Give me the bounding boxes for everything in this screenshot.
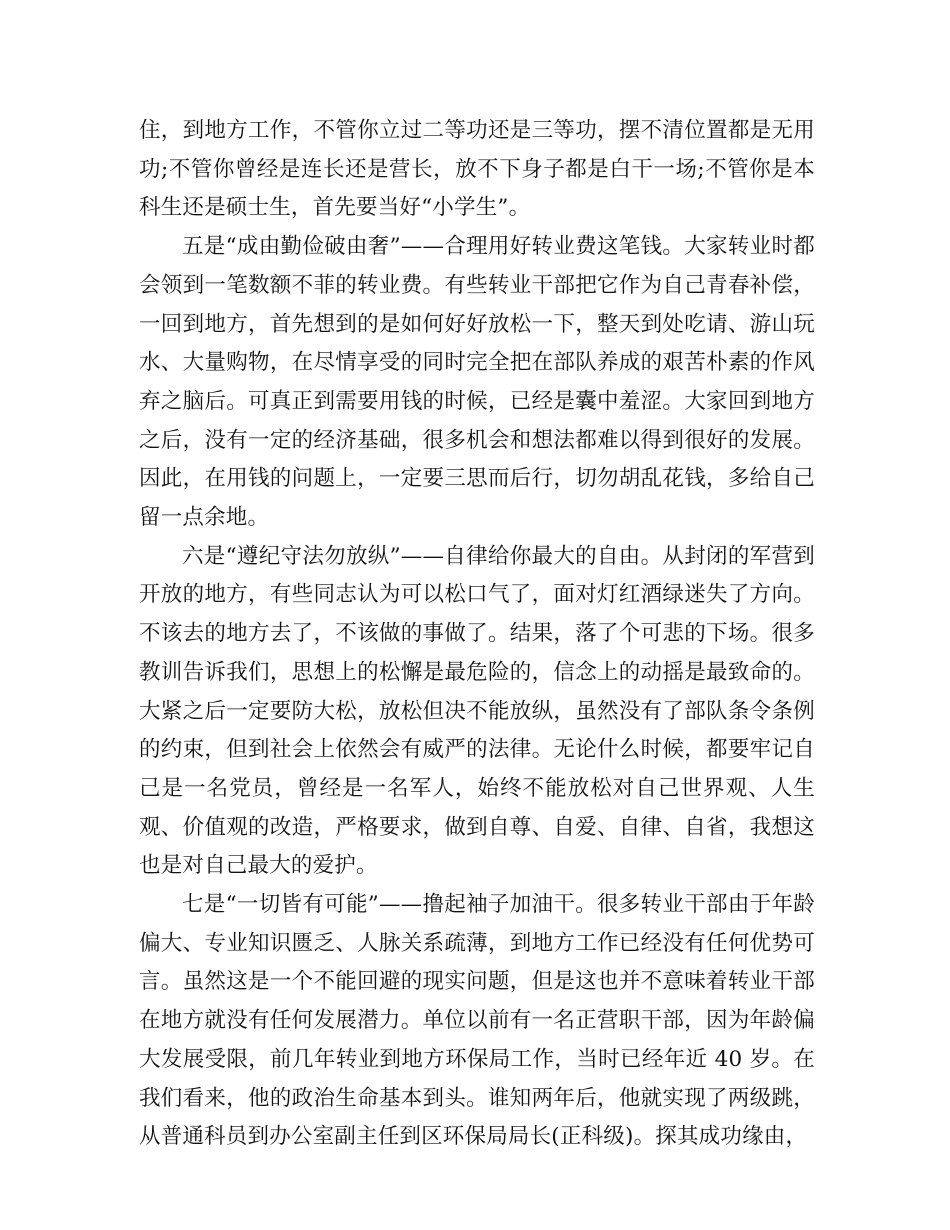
paragraph-seven: 七是“一切皆有可能”——撸起袖子加油干。很多转业干部由于年龄偏大、专业知识匮乏、人脉关系疏薄，到地方工作已经没有任何优势可言。虽然这是一个不能回避的现实问题，但是这也并不意味着转业干部在地方就没有任何发展潜力。单位以前有一名正营职干部，因为年龄偏大发展受限，前几年转业到地方环保局工作，当时已经年近 40 岁。在我们看来，他的政治生命基本到头。谁知两年后，他就实现了两级跳，从普通科员到办公室副主任到区环保局局长(正科级)。探其成功缘由， (139, 892, 815, 1150)
paragraph-six: 六是“遵纪守法勿放纵”——自律给你最大的自由。从封闭的军营到开放的地方，有些同志认为可以松口气了，面对灯红酒绿迷失了方向。不该去的地方去了，不该做的事做了。结果，落了个可悲的下场。很多教训告诉我们，思想上的松懈是最危险的，信念上的动摇是最致命的。大紧之后一定要防大松，放松但决不能放纵，虽然没有了部队条令条例的约束，但到社会上依然会有威严的法律。无论什么时候，都要牢记自己是一名党员，曾经是一名军人，始终不能放松对自己世界观、人生观、价值观的改造，严格要求，做到自尊、自爱、自律、自省，我想这也是对自己最大的爱护。 (139, 543, 815, 879)
document-body (139, 112, 815, 1157)
paragraph-five: 五是“成由勤俭破由奢”——合理用好转业费这笔钱。大家转业时都会领到一笔数额不菲的转业费。有些转业干部把它作为自己青春补偿，一回到地方，首先想到的是如何好好放松一下，整天到处吃请、游山玩水、大量购物，在尽情享受的同时完全把在部队养成的艰苦朴素的作风弃之脑后。可真正到需要用钱的时候，已经是囊中羞涩。大家回到地方之后，没有一定的经济基础，很多机会和想法都难以得到很好的发展。因此，在用钱的问题上，一定要三思而后行，切勿胡乱花钱，多给自己留一点余地。 (139, 234, 815, 531)
paragraph-continued: 住，到地方工作，不管你立过二等功还是三等功，摆不清位置都是无用功;不管你曾经是连长还是营长，放不下身子都是白干一场;不管你是本科生还是硕士生，首先要当好“小学生”。 (139, 118, 815, 221)
